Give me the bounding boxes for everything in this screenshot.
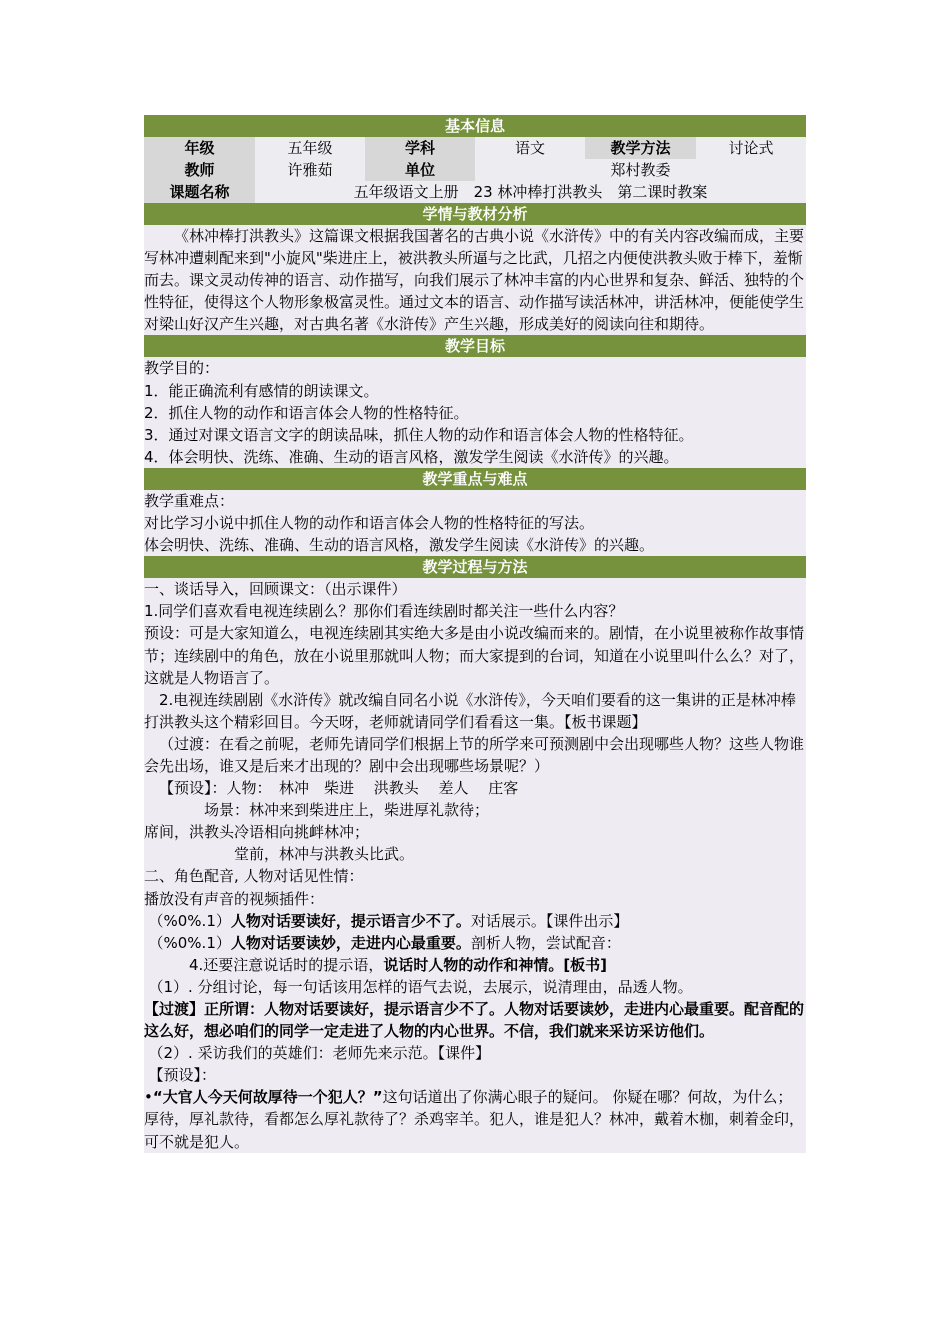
process-paragraph: （过渡：在看之前呢，老师先请同学们根据上节的所学来可预测剧中会出现哪些人物？这些人物谁会先出场，谁又是后来才出现的？剧中会出现哪些场景呢？） (144, 734, 805, 775)
process-paragraph: 场景：林冲来到柴进庄上，柴进厚礼款待； (204, 801, 490, 820)
process-header: 教学过程与方法 (144, 556, 806, 578)
lesson-plan-table (144, 115, 806, 1153)
goal-item: 4．体会明快、洗练、准确、生动的语言风格，激发学生阅读《水浒传》的兴趣。 (144, 447, 679, 466)
process-paragraph (144, 954, 806, 976)
plain-text: 对话展示。【课件出示】 (470, 911, 629, 930)
process-step-2-title: 二、角色配音, 人物对话见性情： (144, 867, 364, 886)
plain-text: 这句话道出了你满心眼子的疑问。 你疑在哪？何故，为什么；厚待，厚礼款待，看都怎么厚礼款待了？杀鸡宰羊。犯人，谁是犯人？林冲，戴着木枷，刺着金印，可不就是犯人。 (144, 1088, 805, 1151)
process-paragraph: 播放没有声音的视频插件： (144, 889, 325, 908)
goal-item: 2．抓住人物的动作和语言体会人物的性格特征。 (144, 403, 469, 422)
key-intro: 教学重难点： (144, 491, 235, 510)
basic-info-row-1 (144, 137, 806, 159)
key-points-section (144, 490, 806, 556)
bold-text: “大官人今天何故厚待一个犯人？” (152, 1088, 383, 1107)
process-section (144, 578, 806, 1152)
process-paragraph (144, 1086, 806, 1152)
bold-text: 人物对话要读好，提示语言少不了。 (230, 911, 471, 930)
teacher-label: 教师 (144, 159, 255, 181)
process-paragraph: 【预设】：人物： 林冲 柴进 洪教头 差人 庄客 (159, 779, 519, 798)
unit-label: 单位 (365, 159, 475, 181)
analysis-section (144, 225, 806, 335)
process-paragraph: 2.电视连续剧剧《水浒传》就改编自同名小说《水浒传》，今天咱们要看的这一集讲的正是林冲棒打洪教头这个精彩回目。今天呀，老师就请同学们看看这一集。【板书课题】 (144, 690, 796, 731)
subject-value: 语文 (475, 137, 585, 159)
goals-intro: 教学目的： (144, 359, 220, 378)
grade-label: 年级 (144, 137, 255, 159)
basic-info-header: 基本信息 (144, 115, 806, 137)
lesson-title-label: 课题名称 (144, 181, 255, 203)
method-label: 教学方法 (585, 137, 696, 159)
list-number: （%0%.1） (148, 911, 231, 930)
process-paragraph: 堂前，林冲与洪教头比武。 (234, 845, 415, 864)
process-paragraph (144, 910, 806, 932)
process-paragraph: （2）. 采访我们的英雄们：老师先来示范。【课件】 (148, 1044, 491, 1063)
teacher-value: 许雅茹 (255, 159, 365, 181)
bullet-icon: • (144, 1088, 153, 1107)
basic-info-row-2 (144, 159, 806, 181)
goals-section (144, 357, 806, 467)
process-paragraph: 预设：可是大家知道么，电视连续剧其实绝大多是由小说改编而来的。剧情，在小说里被称作故事情节；连续剧中的角色，放在小说里那就叫人物；而大家提到的台词，知道在小说里叫什么么？对了，这就是人物语言了。 (144, 624, 805, 687)
key-points-header: 教学重点与难点 (144, 468, 806, 490)
process-step-1-title: 一、谈话导入，回顾课文：（出示课件） (144, 580, 407, 599)
goal-item: 3．通过对课文语言文字的朗读品味，抓住人物的动作和语言体会人物的性格特征。 (144, 425, 694, 444)
process-paragraph: （1）. 分组讨论，每一句话该用怎样的语气去说，去展示，说清理由，品透人物。 (148, 977, 693, 996)
grade-value: 五年级 (255, 137, 365, 159)
plain-text: 4.还要注意说话时的提示语， (189, 955, 384, 974)
lesson-title-value: 五年级语文上册 23 林冲棒打洪教头 第二课时教案 (255, 181, 806, 203)
unit-value: 郑村教委 (475, 159, 806, 181)
basic-info-row-3 (144, 181, 806, 203)
analysis-header: 学情与教材分析 (144, 203, 806, 225)
key-item: 体会明快、洗练、准确、生动的语言风格，激发学生阅读《水浒传》的兴趣。 (144, 536, 655, 555)
goal-item: 1．能正确流利有感情的朗读课文。 (144, 381, 379, 400)
process-paragraph (144, 932, 806, 954)
goals-header: 教学目标 (144, 335, 806, 357)
subject-label: 学科 (365, 137, 475, 159)
plain-text: 剖析人物，尝试配音： (470, 933, 621, 952)
bold-text: 人物对话要读妙，走进内心最重要。 (230, 933, 471, 952)
process-paragraph: 席间，洪教头冷语相向挑衅林冲； (144, 823, 370, 842)
key-item: 对比学习小说中抓住人物的动作和语言体会人物的性格特征的写法。 (144, 514, 595, 533)
bold-text: 说话时人物的动作和神情。[板书] (383, 955, 608, 974)
method-value: 讨论式 (696, 137, 806, 159)
list-number: （%0%.1） (148, 933, 231, 952)
transition-paragraph: 【过渡】正所谓：人物对话要读好，提示语言少不了。人物对话要读妙，走进内心最重要。配音配的这么好，想必咱们的同学一定走进了人物的内心世界。不信，我们就来采访采访他们。 (144, 1000, 805, 1041)
analysis-text: 《林冲棒打洪教头》这篇课文根据我国著名的古典小说《水浒传》中的有关内容改编而成，主要写林冲遭刺配来到"小旋风"柴进庄上，被洪教头所逼与之比武，几招之内便使洪教头败于棒下，羞惭而去。课文灵动传神的语言、动作描写，向我们展示了林冲丰富的内心世界和复杂、鲜活、独特的个性特征，使得这个人物形象极富灵性。通过文本的语言、动作描写读活林冲，讲活林冲，便能使学生对梁山好汉产生兴趣，对古典名著《水浒传》产生兴趣，形成美好的阅读向往和期待。 (144, 227, 805, 334)
process-paragraph: 1.同学们喜欢看电视连续剧么？那你们看连续剧时都关注一些什么内容？ (144, 602, 624, 621)
process-paragraph: 【预设】： (148, 1066, 217, 1085)
